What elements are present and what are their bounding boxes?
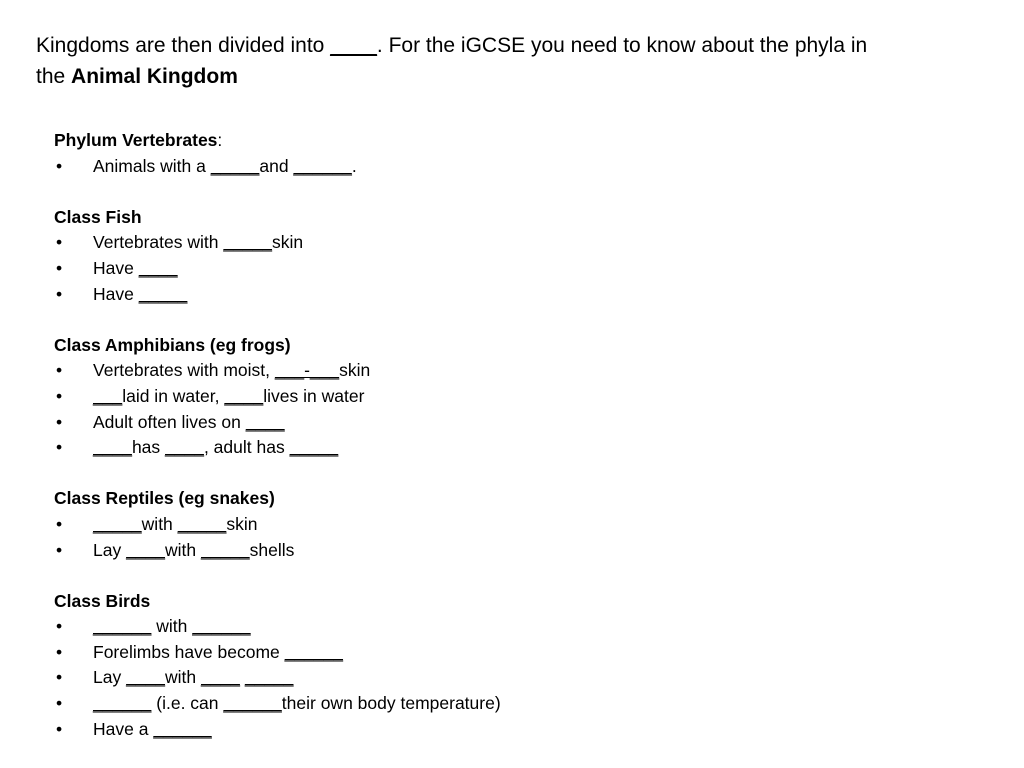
- item-text: Vertebrates with moist,: [93, 360, 275, 381]
- blank: ____: [138, 257, 178, 278]
- item-text: their own body temperature): [281, 693, 501, 714]
- item-text: skin: [272, 232, 304, 253]
- list-item: [54, 256, 954, 282]
- heading-colon: :: [217, 130, 223, 150]
- bullet-icon: •: [56, 693, 63, 714]
- item-text: , adult has: [203, 437, 290, 458]
- item-text: skin: [226, 513, 258, 534]
- list-item: [54, 410, 954, 436]
- bullet-icon: •: [56, 283, 63, 304]
- bullet-icon: •: [56, 232, 63, 253]
- blank: ____: [201, 667, 240, 688]
- item-text: (i.e. can: [151, 693, 224, 714]
- blank: ____: [165, 437, 204, 458]
- section-heading: Class Amphibians (eg frogs): [54, 334, 291, 355]
- blank: ____: [93, 437, 132, 458]
- section-heading: [54, 128, 954, 154]
- section-heading: Class Birds: [54, 590, 151, 611]
- list-item: [54, 282, 954, 308]
- section-heading: Class Reptiles (eg snakes): [54, 488, 275, 509]
- heading-bold: Phylum Vertebrates: [54, 130, 218, 150]
- bullet-icon: •: [56, 155, 63, 176]
- item-text: Have a: [93, 718, 154, 739]
- section-class-fish: [54, 205, 954, 307]
- item-text: Forelimbs have become: [93, 641, 285, 662]
- bullet-icon: •: [56, 539, 63, 560]
- item-text: has: [131, 437, 166, 458]
- intro-text: . For the iGCSE you need to know about the phyla in: [376, 34, 868, 57]
- section-phylum-vertebrates: [54, 128, 954, 179]
- intro-paragraph: [36, 30, 996, 92]
- blank: ______: [192, 616, 251, 637]
- list-item: [54, 665, 954, 691]
- worksheet-content: [54, 128, 954, 768]
- item-text: with: [165, 539, 201, 560]
- item-text: with: [141, 513, 178, 534]
- bullet-icon: •: [56, 385, 63, 406]
- blank: ______: [93, 693, 152, 714]
- item-text: and: [259, 155, 294, 176]
- list-item: [54, 154, 954, 180]
- blank: ____: [126, 539, 166, 560]
- blank: ____: [126, 667, 166, 688]
- list-item: [54, 358, 954, 384]
- list-item: [54, 640, 954, 666]
- blank: ___-___: [274, 360, 340, 381]
- intro-line-1: [36, 30, 996, 61]
- blank: _____: [177, 513, 227, 534]
- bullet-icon: •: [56, 616, 63, 637]
- item-text: lives in water: [263, 385, 365, 406]
- list-item: [54, 435, 954, 461]
- list-item: [54, 614, 954, 640]
- item-text: Lay: [93, 539, 127, 560]
- item-text: shells: [249, 539, 295, 560]
- bullet-icon: •: [56, 641, 63, 662]
- intro-text: the: [36, 65, 72, 88]
- blank: ______: [293, 155, 352, 176]
- item-text: Have: [93, 283, 139, 304]
- intro-line-2: [36, 61, 996, 92]
- blank: ____: [224, 385, 264, 406]
- blank: ______: [223, 693, 282, 714]
- item-text: .: [351, 155, 357, 176]
- section-class-amphibians: [54, 333, 954, 461]
- list-item: [54, 538, 954, 564]
- item-text: Lay: [93, 667, 127, 688]
- bullet-icon: •: [56, 513, 63, 534]
- blank: ______: [93, 616, 152, 637]
- blank: ____: [245, 411, 285, 432]
- item-text: Have: [93, 257, 139, 278]
- item-text: Vertebrates with: [93, 232, 224, 253]
- blank: _____: [289, 437, 339, 458]
- bullet-icon: •: [56, 360, 63, 381]
- item-text: skin: [339, 360, 371, 381]
- blank: _____: [201, 539, 250, 560]
- intro-text: Kingdoms are then divided into: [36, 34, 331, 57]
- blank: ______: [153, 718, 212, 739]
- list-item: [54, 384, 954, 410]
- bullet-icon: •: [56, 257, 63, 278]
- blank: ______: [284, 641, 344, 662]
- section-class-birds: [54, 589, 954, 743]
- list-item: [54, 691, 954, 717]
- list-item: [54, 717, 954, 743]
- section-class-reptiles: [54, 486, 954, 563]
- blank: ___: [93, 385, 123, 406]
- bullet-icon: •: [56, 437, 63, 458]
- intro-bold-term: Animal Kingdom: [71, 65, 238, 88]
- list-item: [54, 512, 954, 538]
- blank: ____: [330, 34, 377, 57]
- item-text: with: [165, 667, 201, 688]
- blank: _____: [138, 283, 188, 304]
- bullet-icon: •: [56, 667, 63, 688]
- bullet-icon: •: [56, 718, 63, 739]
- blank: _____: [223, 232, 273, 253]
- section-heading: Class Fish: [54, 206, 142, 227]
- item-text: Adult often lives on: [93, 411, 246, 432]
- item-text: with: [151, 616, 193, 637]
- blank: _____: [210, 155, 260, 176]
- item-text: laid in water,: [122, 385, 225, 406]
- bullet-icon: •: [56, 411, 63, 432]
- blank: _____: [244, 667, 294, 688]
- blank: _____: [93, 513, 142, 534]
- item-text: Animals with a: [93, 155, 211, 176]
- list-item: [54, 230, 954, 256]
